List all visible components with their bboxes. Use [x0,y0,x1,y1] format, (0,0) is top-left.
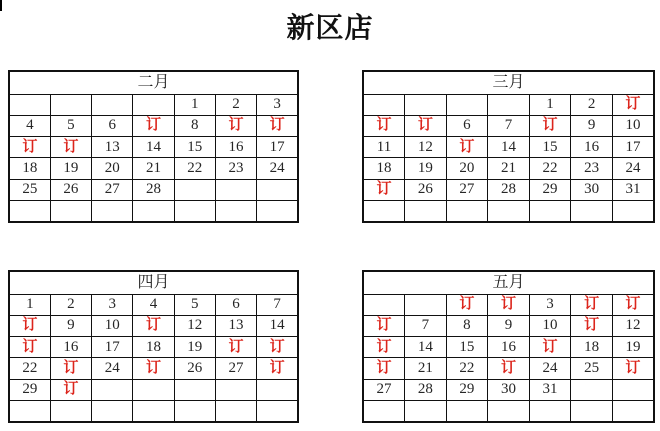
calendar-cell-date: 18 [363,158,405,179]
calendar-cell-date: 24 [612,158,654,179]
calendar-cell-empty [92,379,133,400]
calendar-cell-empty [92,201,133,222]
calendar-week-row [363,179,654,200]
calendar-cell-date: 14 [133,137,174,158]
calendar-cell-empty [174,179,215,200]
calendar-cell-booked: 订 [215,115,256,136]
calendar-week-row [9,337,298,358]
calendar-april-header [9,271,298,294]
calendar-cell-empty [405,94,447,115]
calendar-week-row [9,158,298,179]
calendar-march [362,70,655,223]
calendar-cell-date: 23 [571,158,613,179]
calendar-cell-date: 25 [571,358,613,379]
calendar-week-row [363,158,654,179]
calendar-cell-empty [215,379,256,400]
calendar-cell-empty [133,379,174,400]
calendar-cell-date: 17 [257,137,298,158]
calendar-week-row [363,337,654,358]
calendar-week-row [363,401,654,422]
calendar-cell-booked: 订 [405,115,447,136]
month-label-april: 四月 [9,271,298,294]
calendar-cell-date: 16 [215,137,256,158]
calendar-cell-empty [488,94,530,115]
calendar-cell-date: 2 [215,94,256,115]
calendar-cell-date: 30 [571,179,613,200]
calendar-cell-date: 22 [9,358,50,379]
calendar-cell-booked: 订 [446,294,488,315]
calendar-cell-date: 10 [529,315,571,336]
calendar-week-row [9,315,298,336]
calendar-cell-date: 26 [50,179,91,200]
calendar-cell-booked: 订 [363,115,405,136]
calendar-may-header [363,271,654,294]
calendar-cell-empty [50,201,91,222]
calendar-cell-booked: 订 [257,337,298,358]
calendar-cell-date: 28 [405,379,447,400]
calendar-cell-empty [405,201,447,222]
calendar-week-row [9,94,298,115]
calendar-cell-date: 2 [50,294,91,315]
calendar-cell-booked: 订 [50,137,91,158]
calendar-cell-date: 22 [174,158,215,179]
calendar-cell-empty [257,201,298,222]
calendar-cell-date: 8 [446,315,488,336]
month-header-row [9,71,298,94]
calendar-week-row [363,201,654,222]
calendar-cell-date: 10 [92,315,133,336]
calendar-cell-date: 24 [92,358,133,379]
calendar-cell-empty [363,401,405,422]
calendar-cell-booked: 订 [446,137,488,158]
month-header-row [363,71,654,94]
calendar-cell-empty [174,201,215,222]
calendar-week-row [9,179,298,200]
calendar-week-row [363,294,654,315]
calendar-cell-date: 24 [257,158,298,179]
calendar-week-row [9,358,298,379]
calendar-cell-date: 17 [612,137,654,158]
calendar-cell-booked: 订 [133,115,174,136]
calendar-february-header [9,71,298,94]
calendar-week-row [9,137,298,158]
calendar-cell-empty [257,379,298,400]
calendar-week-row [363,115,654,136]
month-label-may: 五月 [363,271,654,294]
calendar-cell-date: 30 [488,379,530,400]
page-title: 新区店 [286,12,374,43]
calendar-cell-date: 7 [488,115,530,136]
calendar-cell-date: 20 [92,158,133,179]
calendar-cell-empty [50,94,91,115]
calendar-cell-date: 27 [215,358,256,379]
calendar-cell-date: 23 [215,158,256,179]
calendar-cell-date: 11 [363,137,405,158]
calendar-cell-date: 5 [174,294,215,315]
calendar-cell-booked: 订 [529,337,571,358]
calendar-cell-date: 27 [92,179,133,200]
calendar-cell-empty [9,401,50,422]
calendar-cell-booked: 订 [363,179,405,200]
calendar-week-row [9,115,298,136]
calendar-cell-booked: 订 [363,337,405,358]
calendar-cell-empty [405,294,447,315]
calendar-week-row [9,401,298,422]
calendar-cell-date: 21 [133,158,174,179]
calendar-week-row [363,379,654,400]
calendar-cell-booked: 订 [257,358,298,379]
calendar-cell-date: 20 [446,158,488,179]
calendar-cell-date: 13 [92,137,133,158]
calendar-cell-booked: 订 [215,337,256,358]
calendar-cell-date: 22 [529,158,571,179]
calendar-cell-empty [363,294,405,315]
calendar-cell-booked: 订 [571,315,613,336]
calendar-cell-booked: 订 [612,294,654,315]
calendar-cell-booked: 订 [50,358,91,379]
calendar-cell-date: 4 [133,294,174,315]
calendar-cell-date: 19 [50,158,91,179]
calendar-cell-date: 31 [529,379,571,400]
month-label-march: 三月 [363,71,654,94]
calendar-cell-date: 8 [174,115,215,136]
calendar-cell-booked: 订 [571,294,613,315]
calendar-cell-date: 26 [174,358,215,379]
calendar-cell-booked: 订 [363,315,405,336]
calendar-cell-date: 28 [488,179,530,200]
calendar-cell-date: 27 [363,379,405,400]
calendar-cell-date: 1 [174,94,215,115]
calendar-week-row [363,137,654,158]
calendar-cell-date: 16 [488,337,530,358]
calendar-cell-date: 29 [9,379,50,400]
calendar-cell-booked: 订 [363,358,405,379]
calendar-cell-empty [257,179,298,200]
calendar-cell-empty [174,379,215,400]
calendar-cell-booked: 订 [9,315,50,336]
calendar-cell-date: 15 [446,337,488,358]
calendar-cell-booked: 订 [50,379,91,400]
calendar-cell-date: 7 [405,315,447,336]
calendar-cell-empty [133,401,174,422]
calendar-week-row [363,358,654,379]
calendar-cell-date: 7 [257,294,298,315]
calendar-cell-date: 3 [529,294,571,315]
calendar-cell-date: 6 [215,294,256,315]
calendar-cell-empty [363,201,405,222]
calendar-cell-date: 4 [9,115,50,136]
calendar-cell-empty [50,401,91,422]
calendar-cell-date: 14 [488,137,530,158]
month-label-february: 二月 [9,71,298,94]
calendar-cell-date: 24 [529,358,571,379]
calendar-cell-date: 22 [446,358,488,379]
calendar-cell-date: 19 [405,158,447,179]
calendar-cell-date: 19 [612,337,654,358]
calendar-cell-date: 15 [529,137,571,158]
calendar-cell-date: 29 [446,379,488,400]
calendar-cell-empty [446,94,488,115]
calendar-cell-date: 29 [529,179,571,200]
calendar-cell-date: 14 [405,337,447,358]
calendar-cell-empty [405,401,447,422]
calendar-february-body [9,94,298,222]
calendar-cell-booked: 订 [529,115,571,136]
calendar-cell-empty [529,401,571,422]
calendar-cell-empty [446,201,488,222]
calendar-cell-empty [215,179,256,200]
calendar-cell-booked: 订 [133,358,174,379]
calendar-cell-booked: 订 [488,358,530,379]
calendar-cell-empty [612,201,654,222]
calendar-cell-empty [92,94,133,115]
calendar-cell-date: 9 [488,315,530,336]
calendar-cell-empty [488,201,530,222]
calendar-cell-booked: 订 [612,358,654,379]
calendar-cell-date: 5 [50,115,91,136]
calendar-cell-empty [571,401,613,422]
calendar-cell-empty [446,401,488,422]
month-header-row [363,271,654,294]
calendar-cell-empty [133,94,174,115]
calendar-cell-empty [363,94,405,115]
calendar-cell-date: 18 [9,158,50,179]
calendar-cell-booked: 订 [9,137,50,158]
calendar-cell-date: 12 [612,315,654,336]
calendar-cell-date: 13 [215,315,256,336]
calendar-cell-date: 2 [571,94,613,115]
calendar-cell-date: 28 [133,179,174,200]
calendar-april [8,270,299,423]
calendar-cell-date: 14 [257,315,298,336]
calendar-cell-date: 21 [405,358,447,379]
calendar-march-header [363,71,654,94]
calendar-cell-empty [9,94,50,115]
calendar-cell-empty [571,379,613,400]
calendar-cell-empty [257,401,298,422]
calendar-february [8,70,299,223]
calendar-cell-date: 9 [571,115,613,136]
calendar-cell-date: 10 [612,115,654,136]
calendar-cell-date: 31 [612,179,654,200]
calendar-week-row [363,315,654,336]
calendar-cell-empty [488,401,530,422]
calendar-cell-empty [215,201,256,222]
calendar-cell-date: 12 [174,315,215,336]
calendar-week-row [9,201,298,222]
calendar-cell-date: 6 [92,115,133,136]
calendar-cell-date: 16 [50,337,91,358]
calendar-cell-empty [571,201,613,222]
calendar-cell-date: 26 [405,179,447,200]
calendar-cell-empty [215,401,256,422]
calendar-cell-date: 18 [571,337,613,358]
calendar-cell-date: 27 [446,179,488,200]
calendar-cell-empty [612,379,654,400]
month-header-row [9,271,298,294]
calendar-cell-date: 19 [174,337,215,358]
calendar-cell-booked: 订 [257,115,298,136]
calendar-cell-booked: 订 [133,315,174,336]
calendar-cell-date: 1 [529,94,571,115]
calendar-cell-empty [529,201,571,222]
calendar-cell-date: 21 [488,158,530,179]
calendar-april-body [9,294,298,422]
calendar-cell-date: 9 [50,315,91,336]
calendar-week-row [9,379,298,400]
calendar-cell-empty [92,401,133,422]
calendar-cell-date: 15 [174,137,215,158]
calendar-cell-booked: 订 [612,94,654,115]
calendar-cell-date: 3 [257,94,298,115]
calendar-march-body [363,94,654,222]
calendar-cell-date: 1 [9,294,50,315]
calendar-cell-empty [133,201,174,222]
calendar-cell-date: 25 [9,179,50,200]
calendar-cell-date: 17 [92,337,133,358]
calendar-cell-empty [9,201,50,222]
calendar-cell-date: 3 [92,294,133,315]
calendar-cell-date: 12 [405,137,447,158]
calendar-cell-date: 6 [446,115,488,136]
calendar-week-row [363,94,654,115]
calendar-cell-empty [174,401,215,422]
calendar-may-body [363,294,654,422]
calendar-cell-booked: 订 [488,294,530,315]
calendar-may [362,270,655,423]
calendar-cell-empty [612,401,654,422]
calendar-week-row [9,294,298,315]
calendar-cell-date: 18 [133,337,174,358]
calendar-cell-booked: 订 [9,337,50,358]
calendar-cell-date: 16 [571,137,613,158]
